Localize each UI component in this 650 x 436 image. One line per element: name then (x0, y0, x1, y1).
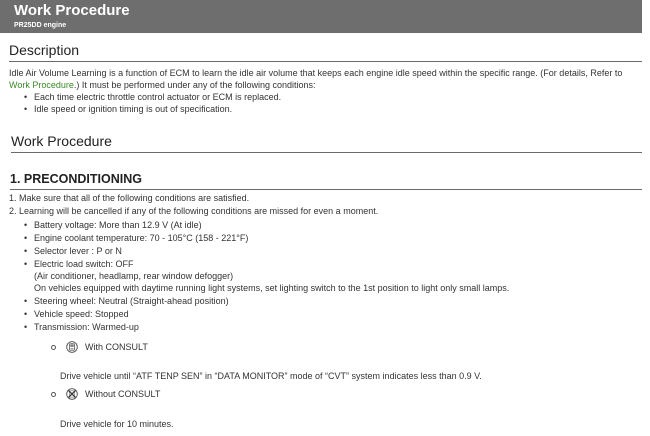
circle-bullet-icon (51, 392, 56, 397)
work-procedure-link[interactable]: Work Procedure (9, 80, 74, 90)
condition-item: • Transmission: Warmed-up (34, 322, 139, 333)
condition-item: • Engine coolant temperature: 70 - 105°C (158 - 221°F) (34, 233, 248, 244)
consult-tool-icon (66, 341, 78, 353)
step-item: 1. Make sure that all of the following conditions are satisfied. (9, 193, 250, 203)
with-consult-text: Drive vehicle until “ATF TENP SEN” in “DATA MONITOR” mode of “CVT” system indicates less than 0.9 V. (60, 371, 482, 381)
condition-item: • Selector lever : P or N (34, 246, 122, 257)
without-consult-label: Without CONSULT (85, 389, 161, 399)
work-procedure-heading: Work Procedure (11, 132, 642, 153)
circle-bullet-icon (51, 345, 56, 350)
description-bullet: • Each time electric throttle control actuator or ECM is replaced. (34, 92, 281, 103)
condition-item: • Electric load switch: OFF (34, 259, 134, 270)
without-consult-text: Drive vehicle for 10 minutes. (60, 419, 174, 429)
description-text-rest: .) It must be performed under any of the following conditions: (73, 80, 316, 90)
page-title: Work Procedure (14, 2, 130, 19)
description-text-line1: Idle Air Volume Learning is a function of ECM to learn the idle air volume that keeps each engine idle speed within the specific range. (For details, Refer to (9, 68, 623, 78)
condition-detail: (Air conditioner, headlamp, rear window defogger) (34, 271, 234, 281)
condition-detail: On vehicles equipped with daytime running light systems, set lighting switch to the 1st position to light only small lamps. (34, 283, 510, 293)
description-heading: Description (9, 41, 642, 62)
condition-item: • Battery voltage: More than 12.9 V (At idle) (34, 220, 202, 231)
condition-item: • Steering wheel: Neutral (Straight-ahead position) (34, 296, 229, 307)
with-consult-label: With CONSULT (85, 342, 148, 352)
no-consult-icon (66, 388, 78, 400)
description-bullet: • Idle speed or ignition timing is out of specification. (34, 104, 232, 115)
preconditioning-heading: 1. PRECONDITIONING (10, 171, 642, 190)
page-header (0, 0, 642, 33)
step-item: 2. Learning will be cancelled if any of the following conditions are missed for even a moment. (9, 206, 379, 216)
condition-item: • Vehicle speed: Stopped (34, 309, 129, 320)
description-text-line2 (9, 80, 316, 91)
page-subtitle: PR25DD engine (14, 22, 67, 29)
